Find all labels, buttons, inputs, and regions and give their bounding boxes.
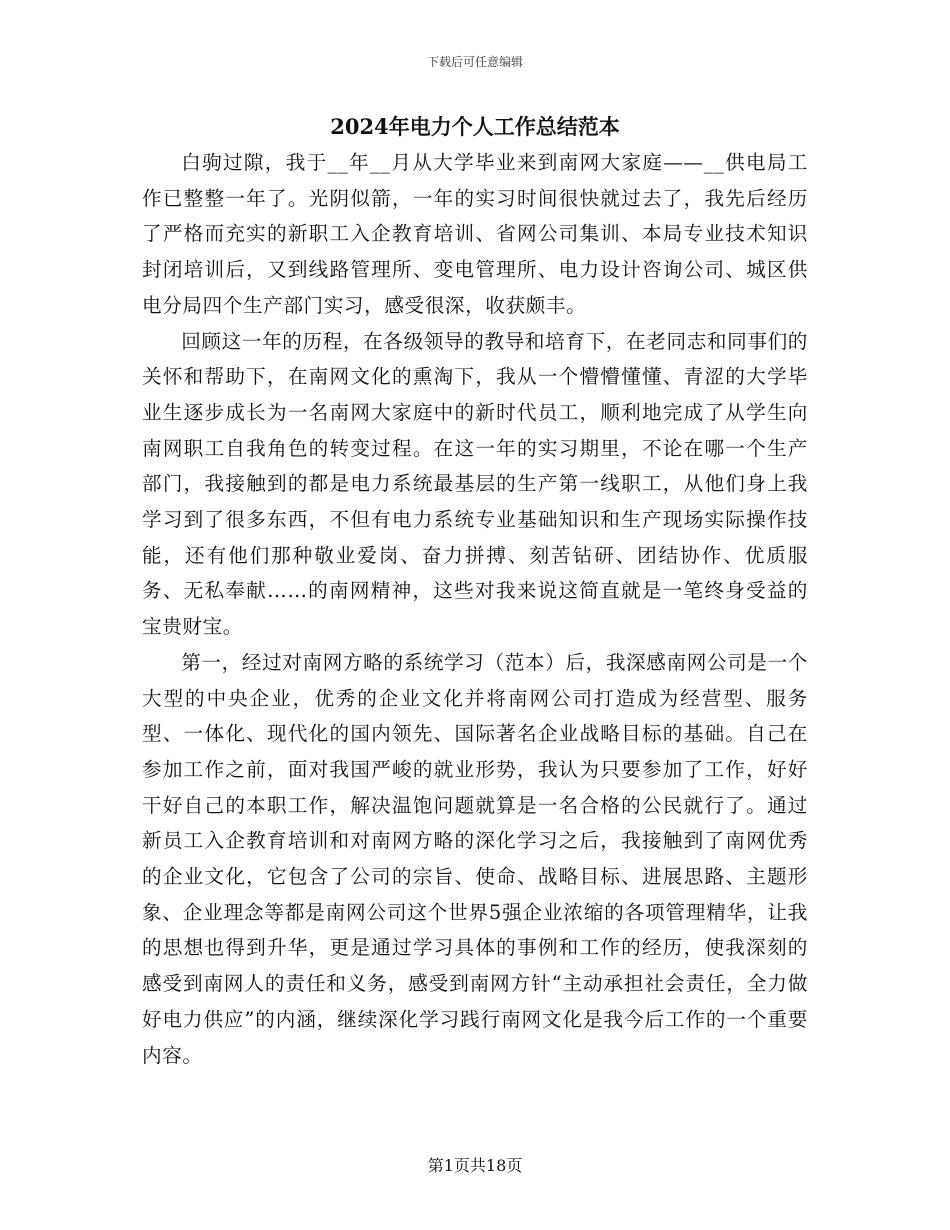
paragraph-2: 回顾这一年的历程，在各级领导的教导和培育下，在老同志和同事们的关怀和帮助下，在南网文化的熏淘下，我从一个懵懵懂懂、青涩的大学毕业生逐步成长为一名南网大家庭中的新时代员工，顺利地完成了从学生向南网职工自我角色的转变过程。在这一年的实习期里，不论在哪一个生产部门，我接触到的都是电力系统最基层的生产第一线职工，从他们身上我学习到了很多东西，不但有电力系统专业基础知识和生产现场实际操作技能，还有他们那种敬业爱岗、奋力拼搏、刻苦钻研、团结协作、优质服务、无私奉献……的南网精神，这些对我来说这简直就是一笔终身受益的宝贵财宝。	[142, 329, 808, 639]
paragraph-3: 第一，经过对南网方略的系统学习（范本）后，我深感南网公司是一个大型的中央企业，优秀的企业文化并将南网公司打造成为经营型、服务型、一体化、现代化的国内领先、国际著名企业战略目标的基础。自己在参加工作之前，面对我国严峻的就业形势，我认为只要参加了工作，好好干好自己的本职工作，解决温饱问题就算是一名合格的公民就行了。通过新员工入企教育培训和对南网方略的深化学习之后，我接触到了南网优秀的企业文化，它包含了公司的宗旨、使命、战略目标、进展思路、主题形象、企业理念等都是南网公司这个世界5强企业浓缩的各项管理精华，让我的思想也得到升华，更是通过学习具体的事例和工作的经历，使我深刻的感受到南网人的责任和义务，感受到南网方针“主动承担社会责任，全力做好电力供应”的内涵，继续深化学习践行南网文化是我今后工作的一个重要内容。	[142, 650, 808, 1067]
document-title: 2024年电力个人工作总结范本	[330, 114, 620, 139]
header-note: 下载后可任意编辑	[426, 55, 523, 69]
page-footer: 第1页共18页	[427, 1156, 523, 1175]
paragraph-1: 白驹过隙，我于__年__月从大学毕业来到南网大家庭——__供电局工作已整整一年了。光阴似箭，一年的实习时间很快就过去了，我先后经历了严格而充实的新职工入企教育培训、省网公司集训、本局专业技术知识封闭培训后，又到线路管理所、变电管理所、电力设计咨询公司、城区供电分局四个生产部门实习，感受很深，收获颇丰。	[142, 151, 808, 317]
document-body	[142, 145, 808, 1073]
